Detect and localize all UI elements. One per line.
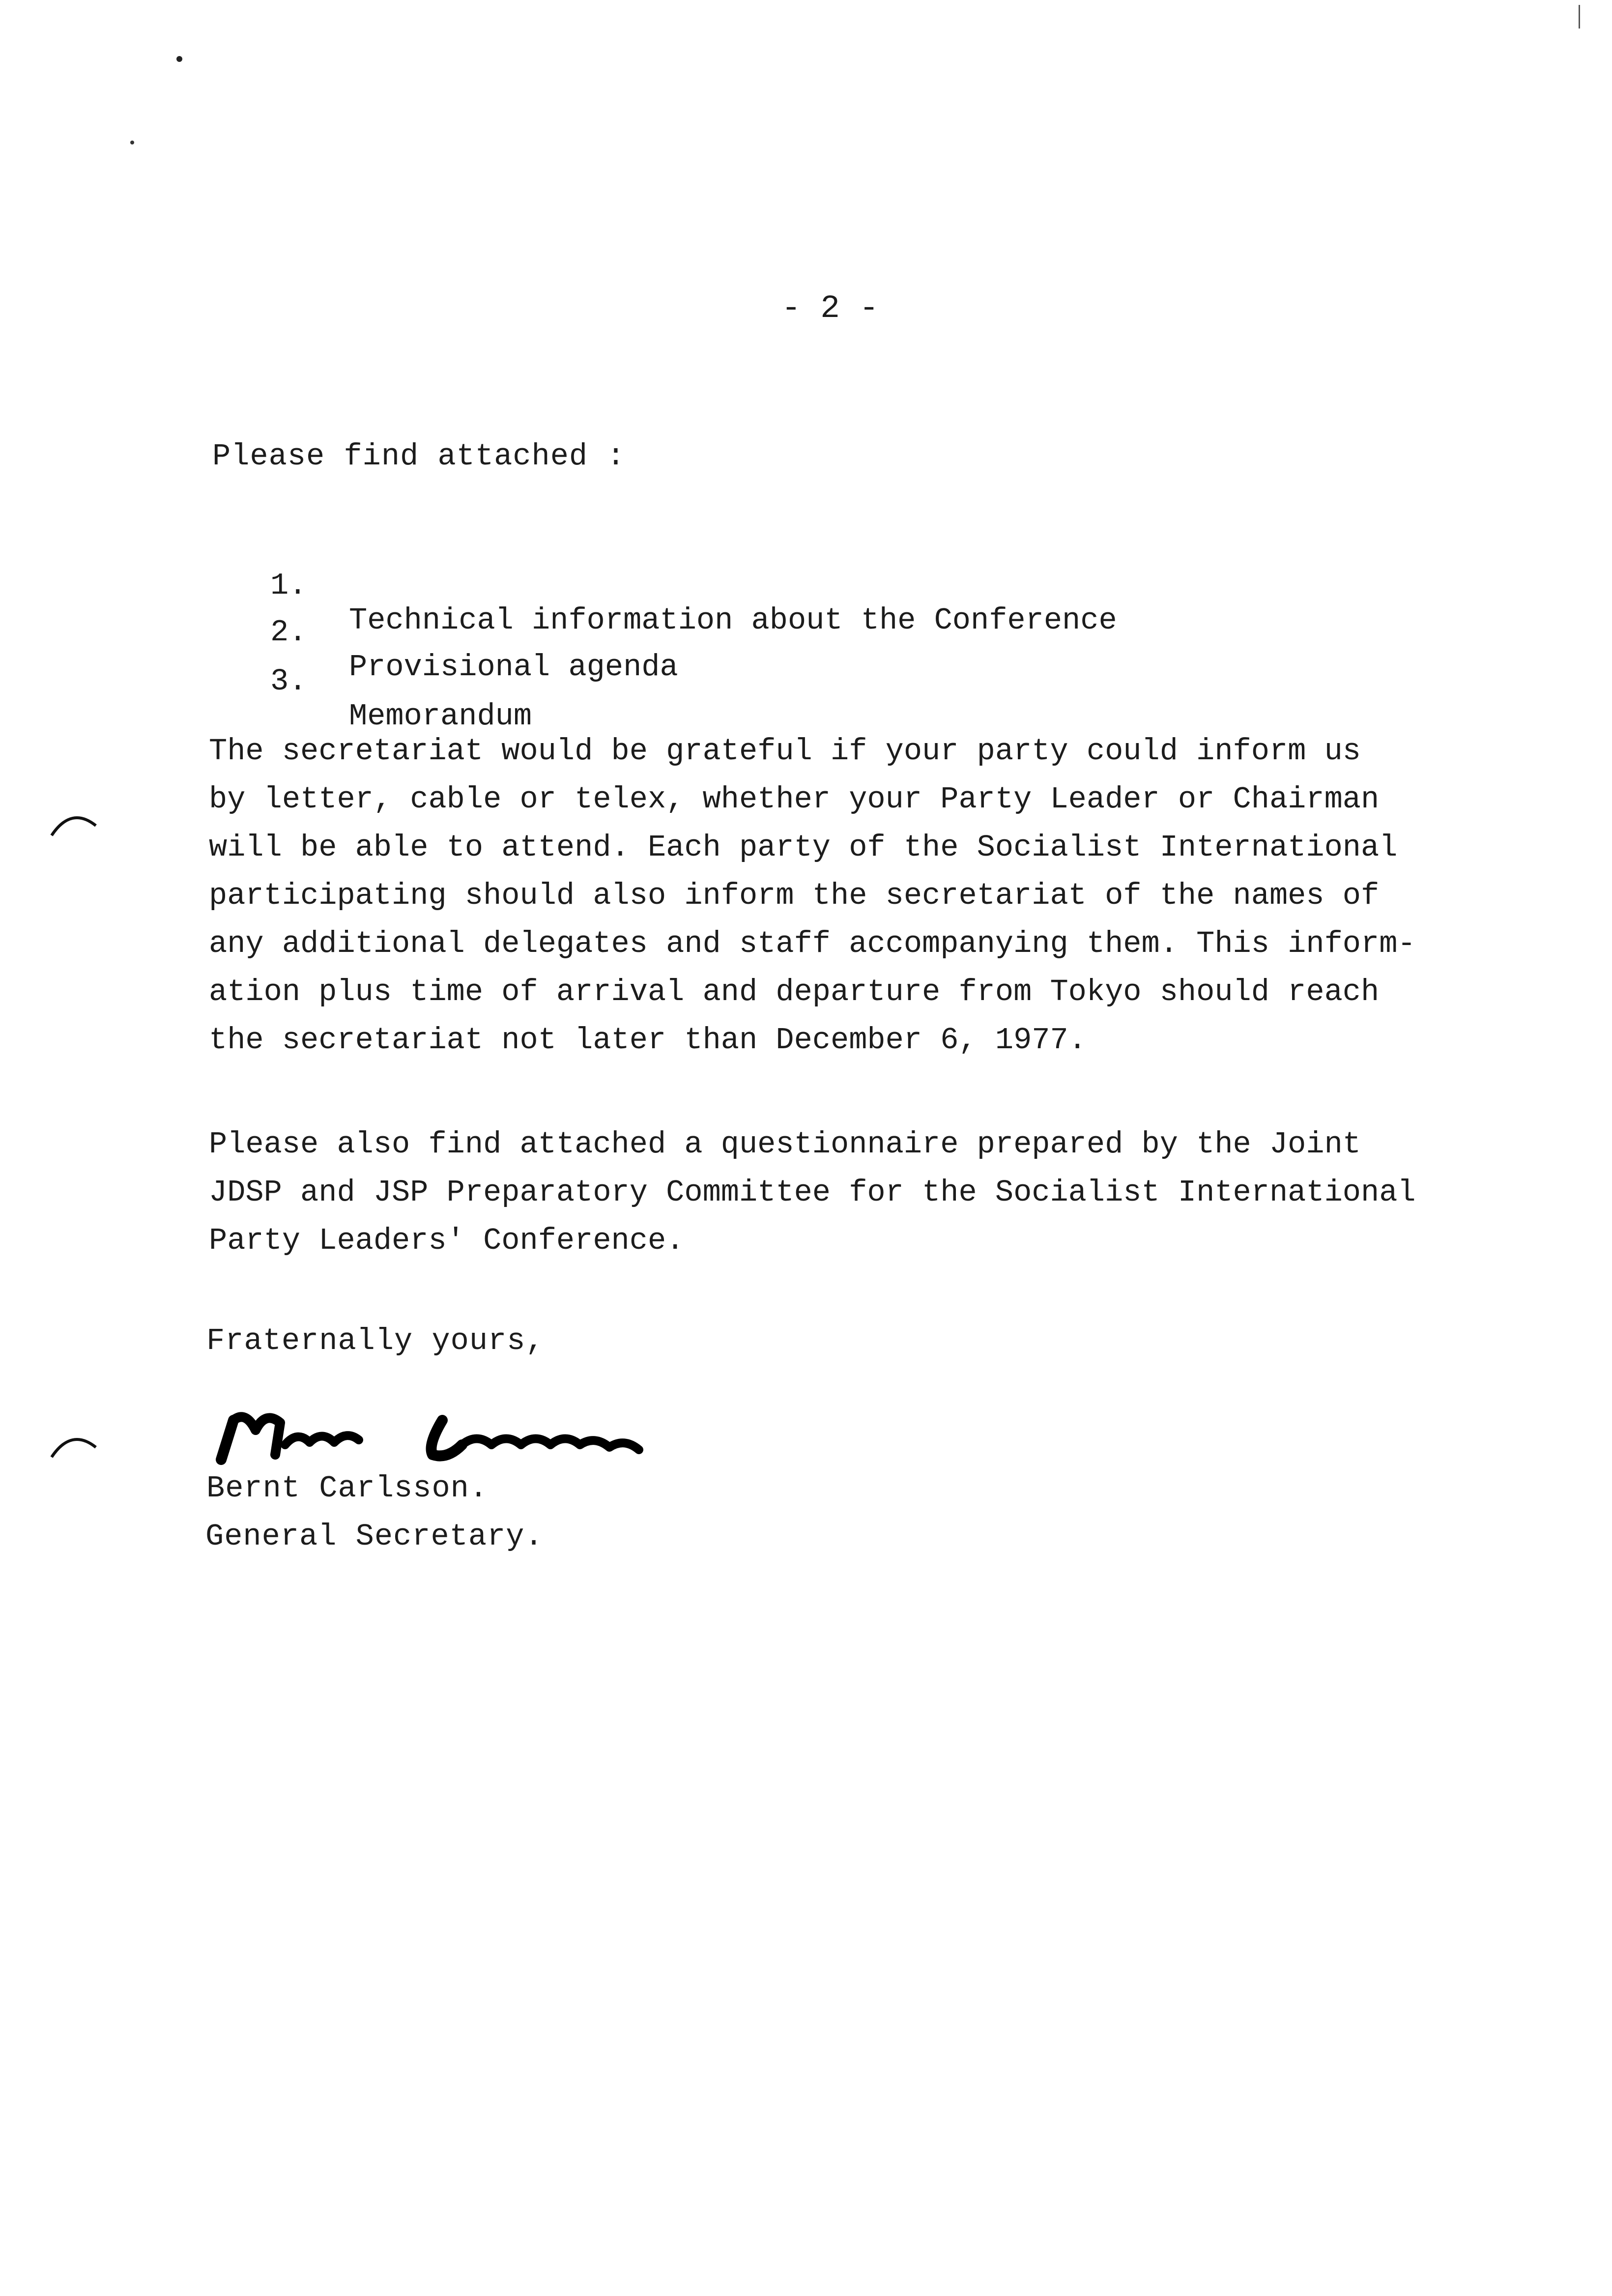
signatory-name: Bernt Carlsson. (206, 1471, 489, 1506)
scan-dot-mark (129, 139, 136, 146)
handwritten-signature (211, 1401, 683, 1469)
page-number: - 2 - (781, 290, 879, 327)
paragraph-line: Party Leaders' Conference. (209, 1223, 685, 1258)
paragraph-line: by letter, cable or telex, whether your Party Leader or Chairman (209, 782, 1380, 817)
attachments-intro: Please find attached : (212, 439, 626, 474)
body-paragraph (209, 1120, 1416, 1265)
attachment-text: Technical information about the Conference (349, 603, 1117, 638)
attachment-number: 2. (270, 615, 307, 650)
attachment-text: Memorandum (349, 699, 532, 734)
attachment-number: 1. (270, 568, 307, 603)
attachment-text: Provisional agenda (349, 650, 678, 685)
paragraph-line: The secretariat would be grateful if your party could inform us (209, 734, 1361, 769)
signatory-title: General Secretary. (205, 1519, 544, 1554)
body-paragraph (209, 727, 1416, 1064)
closing-salutation: Fraternally yours, (206, 1323, 545, 1358)
paragraph-line: will be able to attend. Each party of the Socialist International (209, 830, 1398, 865)
paragraph-line: any additional delegates and staff accompanying them. This inform- (209, 926, 1416, 961)
scan-artifact-line (1579, 5, 1580, 29)
attachment-number: 3. (270, 664, 307, 699)
scan-dot-mark (174, 54, 184, 64)
paragraph-line: JDSP and JSP Preparatory Committee for the Socialist International (209, 1175, 1416, 1210)
paragraph-line: the secretariat not later than December 6, 1977. (209, 1023, 1087, 1058)
paragraph-line: participating should also inform the secretariat of the names of (209, 878, 1380, 913)
hole-punch-mark (47, 806, 101, 845)
hole-punch-mark (47, 1428, 101, 1467)
paragraph-line: Please also find attached a questionnaire prepared by the Joint (209, 1127, 1361, 1162)
paragraph-line: ation plus time of arrival and departure from Tokyo should reach (209, 975, 1380, 1009)
